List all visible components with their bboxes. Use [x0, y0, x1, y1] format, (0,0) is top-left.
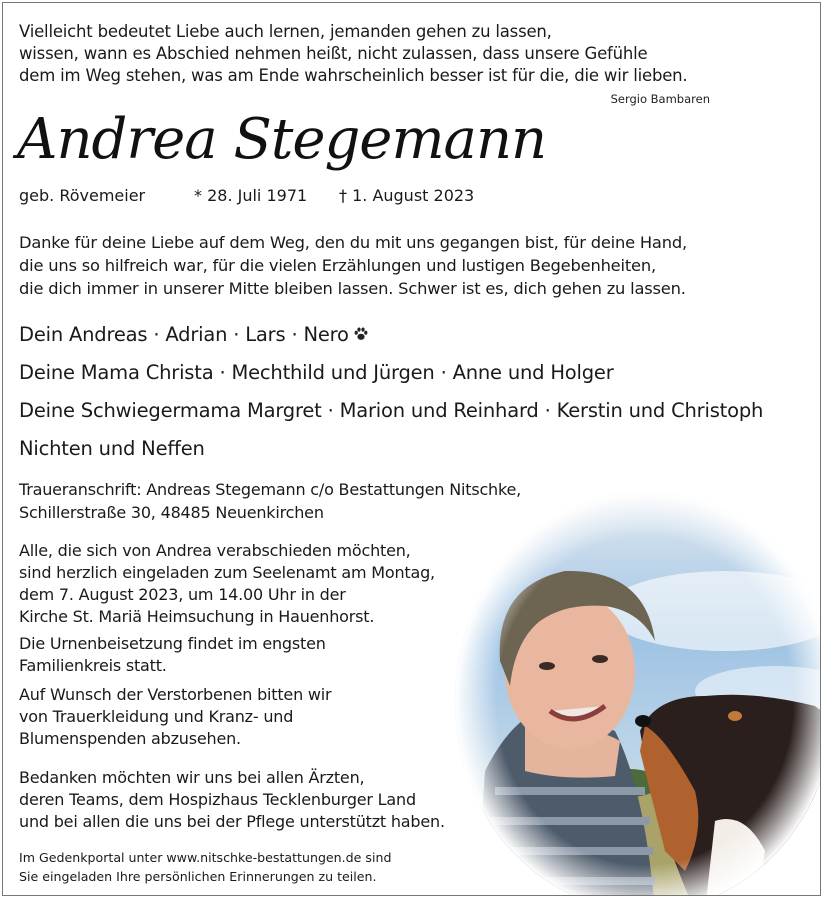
wish-line: von Trauerkleidung und Kranz- und: [19, 707, 294, 726]
gratitude-line: und bei allen die uns bei der Pflege unterstützt haben.: [19, 812, 445, 831]
quote-line: Vielleicht bedeutet Liebe auch lernen, jemanden gehen zu lassen,: [19, 22, 552, 41]
mourning-address: [19, 478, 521, 524]
portal-line: Sie eingeladen Ihre persönlichen Erinnerungen zu teilen.: [19, 869, 377, 884]
ceremony-line: dem 7. August 2023, um 14.00 Uhr in der: [19, 585, 346, 604]
address-line: Traueranschrift: Andreas Stegemann c/o Bestattungen Nitschke,: [19, 480, 522, 499]
life-dates: [19, 186, 474, 205]
paw-print-icon: [353, 317, 369, 333]
thanks-text: [19, 231, 687, 300]
gratitude-line: Bedanken möchten wir uns bei allen Ärzten,: [19, 768, 365, 787]
urn-burial-notice: [19, 633, 326, 677]
portrait-photo: [455, 491, 821, 896]
quote-line: wissen, wann es Abschied nehmen heißt, nicht zulassen, dass unsere Gefühle: [19, 44, 648, 63]
mourners-line: Nichten und Neffen: [19, 437, 205, 460]
wish-line: Auf Wunsch der Verstorbenen bitten wir: [19, 685, 332, 704]
thanks-line: Danke für deine Liebe auf dem Weg, den du mit uns gegangen bist, für deine Hand,: [19, 233, 687, 252]
wish-notice: [19, 684, 331, 750]
ceremony-line: Alle, die sich von Andrea verabschieden möchten,: [19, 541, 411, 560]
ceremony-line: Kirche St. Mariä Heimsuchung in Hauenhorst.: [19, 607, 375, 626]
deceased-name: Andrea Stegemann: [17, 107, 547, 172]
urn-line: Die Urnenbeisetzung findet im engsten: [19, 634, 326, 653]
thanks-line: die dich immer in unserer Mitte bleiben lassen. Schwer ist es, dich gehen zu lassen.: [19, 279, 686, 298]
memorial-quote: [19, 21, 687, 87]
urn-line: Familienkreis statt.: [19, 656, 167, 675]
gratitude-notice: [19, 767, 445, 833]
address-line: Schillerstraße 30, 48485 Neuenkirchen: [19, 503, 324, 522]
mourners-line: [19, 316, 763, 354]
mourners-line: Deine Mama Christa · Mechthild und Jürgen · Anne und Holger: [19, 361, 614, 384]
mourners-list: [19, 316, 763, 468]
mourners-line: Deine Schwiegermama Margret · Marion und Reinhard · Kerstin und Christoph: [19, 399, 764, 422]
wish-line: Blumenspenden abzusehen.: [19, 729, 241, 748]
gratitude-line: deren Teams, dem Hospizhaus Tecklenburger Land: [19, 790, 416, 809]
quote-author: Sergio Bambaren: [610, 92, 710, 106]
birth-date: * 28. Juli 1971: [194, 186, 308, 205]
birth-name: geb. Rövemeier: [19, 186, 146, 205]
mourners-line-text: Dein Andreas · Adrian · Lars · Nero: [19, 323, 349, 346]
ceremony-line: sind herzlich eingeladen zum Seelenamt am Montag,: [19, 563, 435, 582]
obituary-card: [2, 2, 821, 896]
thanks-line: die uns so hilfreich war, für die vielen Erzählungen und lustigen Begebenheiten,: [19, 256, 656, 275]
portal-line: Im Gedenkportal unter www.nitschke-bestattungen.de sind: [19, 850, 392, 865]
death-date: † 1. August 2023: [339, 186, 475, 205]
quote-line: dem im Weg stehen, was am Ende wahrscheinlich besser ist für die, die wir lieben.: [19, 66, 688, 85]
memorial-portal-note: [19, 848, 391, 886]
ceremony-notice: [19, 540, 435, 628]
